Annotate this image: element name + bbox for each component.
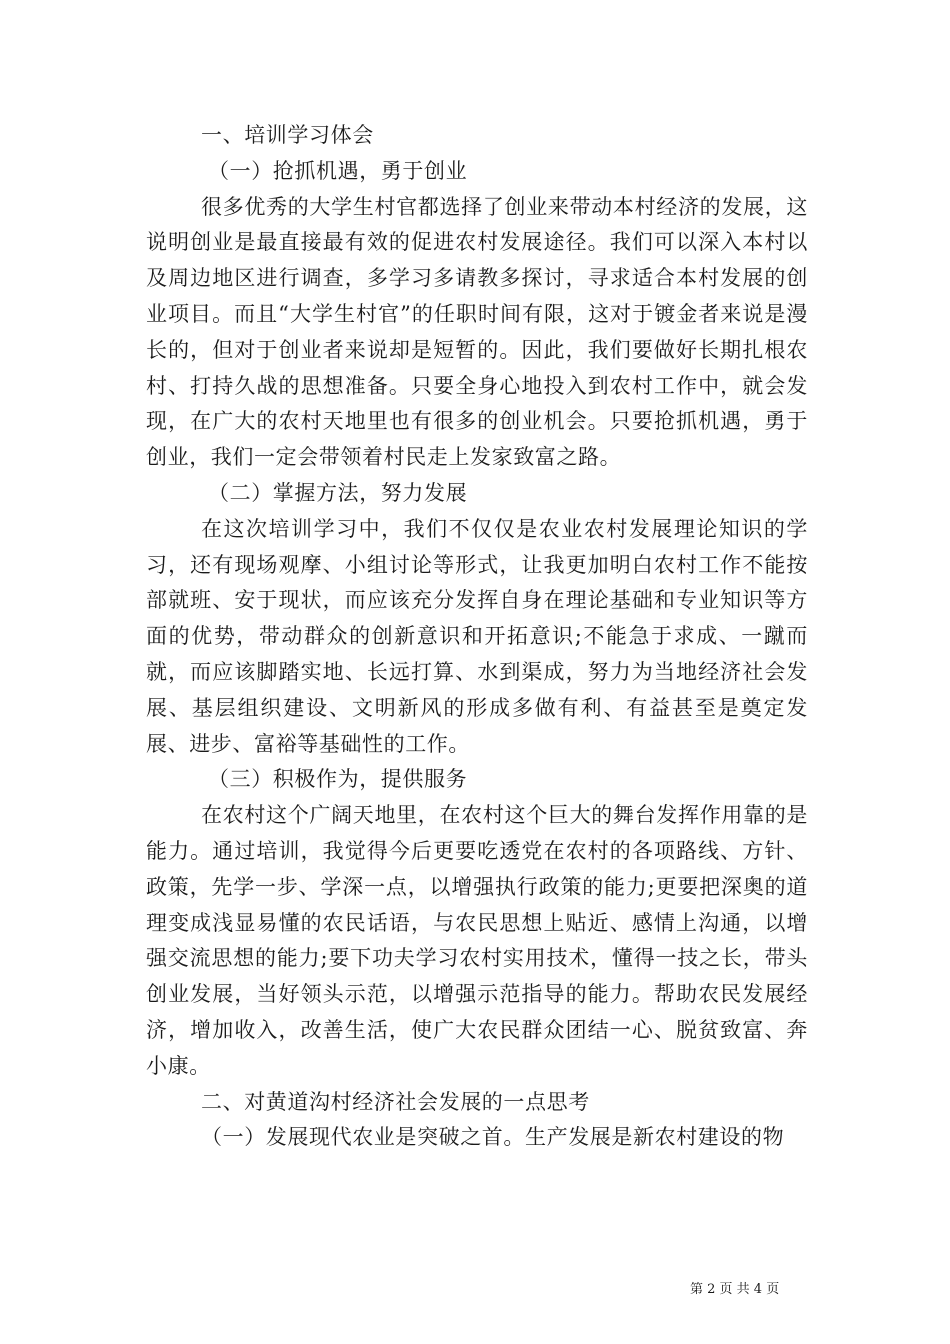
section-heading: 一、培训学习体会 — [201, 123, 374, 147]
document-body — [146, 118, 808, 1156]
subsection-heading: （二）掌握方法，努力发展 — [208, 480, 468, 505]
page-number-footer: 第 2 页 共 4 页 — [690, 1282, 780, 1297]
body-paragraph: 很多优秀的大学生村官都选择了创业来带动本村经济的发展，这说明创业是最直接最有效的促进农村发展途径。我们可以深入本村以及周边地区进行调查，多学习多请教多探讨，寻求适合本村发展的创业项目。而且“大学生村官”的任职时间有限，这对于镀金者来说是漫长的，但对于创业者来说却是短暂的。因此，我们要做好长期扎根农村、打持久战的思想准备。只要全身心地投入到农村工作中，就会发现，在广大的农村天地里也有很多的创业机会。只要抢抓机遇，勇于创业，我们一定会带领着村民走上发家致富之路。 — [146, 194, 808, 470]
body-paragraph: （一）发展现代农业是突破之首。生产发展是新农村建设的物 — [201, 1125, 785, 1150]
body-paragraph: 在这次培训学习中，我们不仅仅是农业农村发展理论知识的学习，还有现场观摩、小组讨论等形式，让我更加明白农村工作不能按部就班、安于现状，而应该充分发挥自身在理论基础和专业知识等方面的优势，带动群众的创新意识和开拓意识;不能急于求成、一蹴而就，而应该脚踏实地、长远打算、水到渠成，努力为当地经济社会发展、基层组织建设、文明新风的形成多做有利、有益甚至是奠定发展、进步、富裕等基础性的工作。 — [146, 516, 808, 756]
subsection-heading: （三）积极作为，提供服务 — [208, 767, 468, 792]
section-heading: 二、对黄道沟村经济社会发展的一点思考 — [201, 1089, 590, 1114]
subsection-heading: （一）抢抓机遇，勇于创业 — [208, 158, 468, 183]
body-paragraph: 在农村这个广阔天地里，在农村这个巨大的舞台发挥作用靠的是能力。通过培训，我觉得今后更要吃透党在农村的各项路线、方针、政策，先学一步、学深一点，以增强执行政策的能力;更要把深奥的道理变成浅显易懂的农民话语，与农民思想上贴近、感情上沟通，以增强交流思想的能力;要下功夫学习农村实用技术，懂得一技之长，带头创业发展，当好领头示范，以增强示范指导的能力。帮助农民发展经济，增加收入，改善生活，使广大农民群众团结一心、脱贫致富、奔小康。 — [146, 803, 808, 1078]
